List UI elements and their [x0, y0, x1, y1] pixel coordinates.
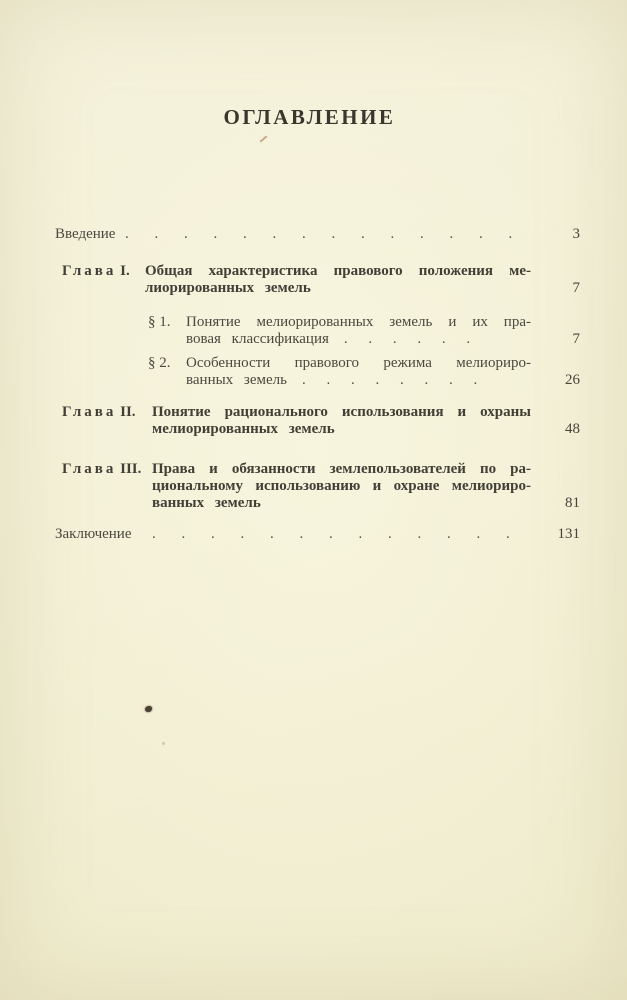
page-number: 3 — [572, 226, 580, 242]
dot-leader: . . . . . . — [343, 331, 471, 347]
ink-speck — [145, 706, 152, 712]
chapter-numeral: I. — [120, 263, 130, 279]
dot-leader: . . . . . . . . . . . . . — [152, 526, 510, 542]
toc-entry-glava-2 — [0, 404, 627, 438]
toc-entry-par-1 — [0, 314, 627, 348]
toc-entry-par-2 — [0, 355, 627, 389]
toc-line: Общая характеристика правового положения ме- — [145, 263, 531, 279]
dot-leader: . . . . . . . . — [301, 372, 478, 388]
chapter-word: Глава — [62, 263, 117, 279]
toc-line: вовая классификация — [186, 331, 329, 347]
toc-line: циональному использованию и охране мелиориро- — [152, 478, 531, 494]
toc-entry-label: Заключение — [55, 526, 132, 542]
chapter-label — [62, 461, 141, 478]
toc-line: ванных земель — [186, 372, 287, 388]
page-number: 81 — [565, 495, 580, 511]
toc-entry-glava-3 — [0, 461, 627, 512]
toc-entry-vvedenie — [0, 226, 627, 243]
page-number: 48 — [565, 421, 580, 437]
toc-entry-label: Введение — [55, 226, 116, 242]
toc-line: Понятие мелиорированных земель и их пра- — [186, 314, 531, 330]
chapter-label — [62, 404, 136, 421]
chapter-numeral: III. — [120, 461, 142, 477]
toc-line: лиорированных земель — [145, 280, 311, 296]
chapter-word: Глава — [62, 404, 117, 420]
page-number: 7 — [572, 331, 580, 347]
section-title — [186, 314, 531, 348]
toc-line: Особенности правового режима мелиориро- — [186, 355, 531, 371]
chapter-title — [145, 263, 531, 297]
chapter-numeral: II. — [120, 404, 136, 420]
chapter-title — [152, 461, 531, 512]
dot-leader: . . . . . . . . . . . . . . — [125, 226, 513, 242]
page-title: ОГЛАВЛЕНИЕ — [223, 105, 396, 129]
toc-line: Понятие рационального использования и охраны — [152, 404, 531, 420]
paper-blemish — [162, 742, 165, 745]
section-title — [186, 355, 531, 389]
chapter-title — [152, 404, 531, 438]
chapter-word: Глава — [62, 461, 117, 477]
toc-line: ванных земель — [152, 495, 261, 511]
page-number: 7 — [572, 280, 580, 296]
scratch-mark — [259, 135, 267, 142]
chapter-label — [62, 263, 130, 280]
section-label: § 1. — [148, 314, 171, 330]
page-number: 26 — [565, 372, 580, 388]
page-number: 131 — [557, 526, 580, 542]
toc-entry-glava-1 — [0, 263, 627, 297]
toc-line: Права и обязанности землепользователей по ра- — [152, 461, 531, 477]
section-label: § 2. — [148, 355, 171, 371]
toc-line: мелиорированных земель — [152, 421, 335, 437]
toc-entry-zaklyuchenie — [0, 526, 627, 543]
